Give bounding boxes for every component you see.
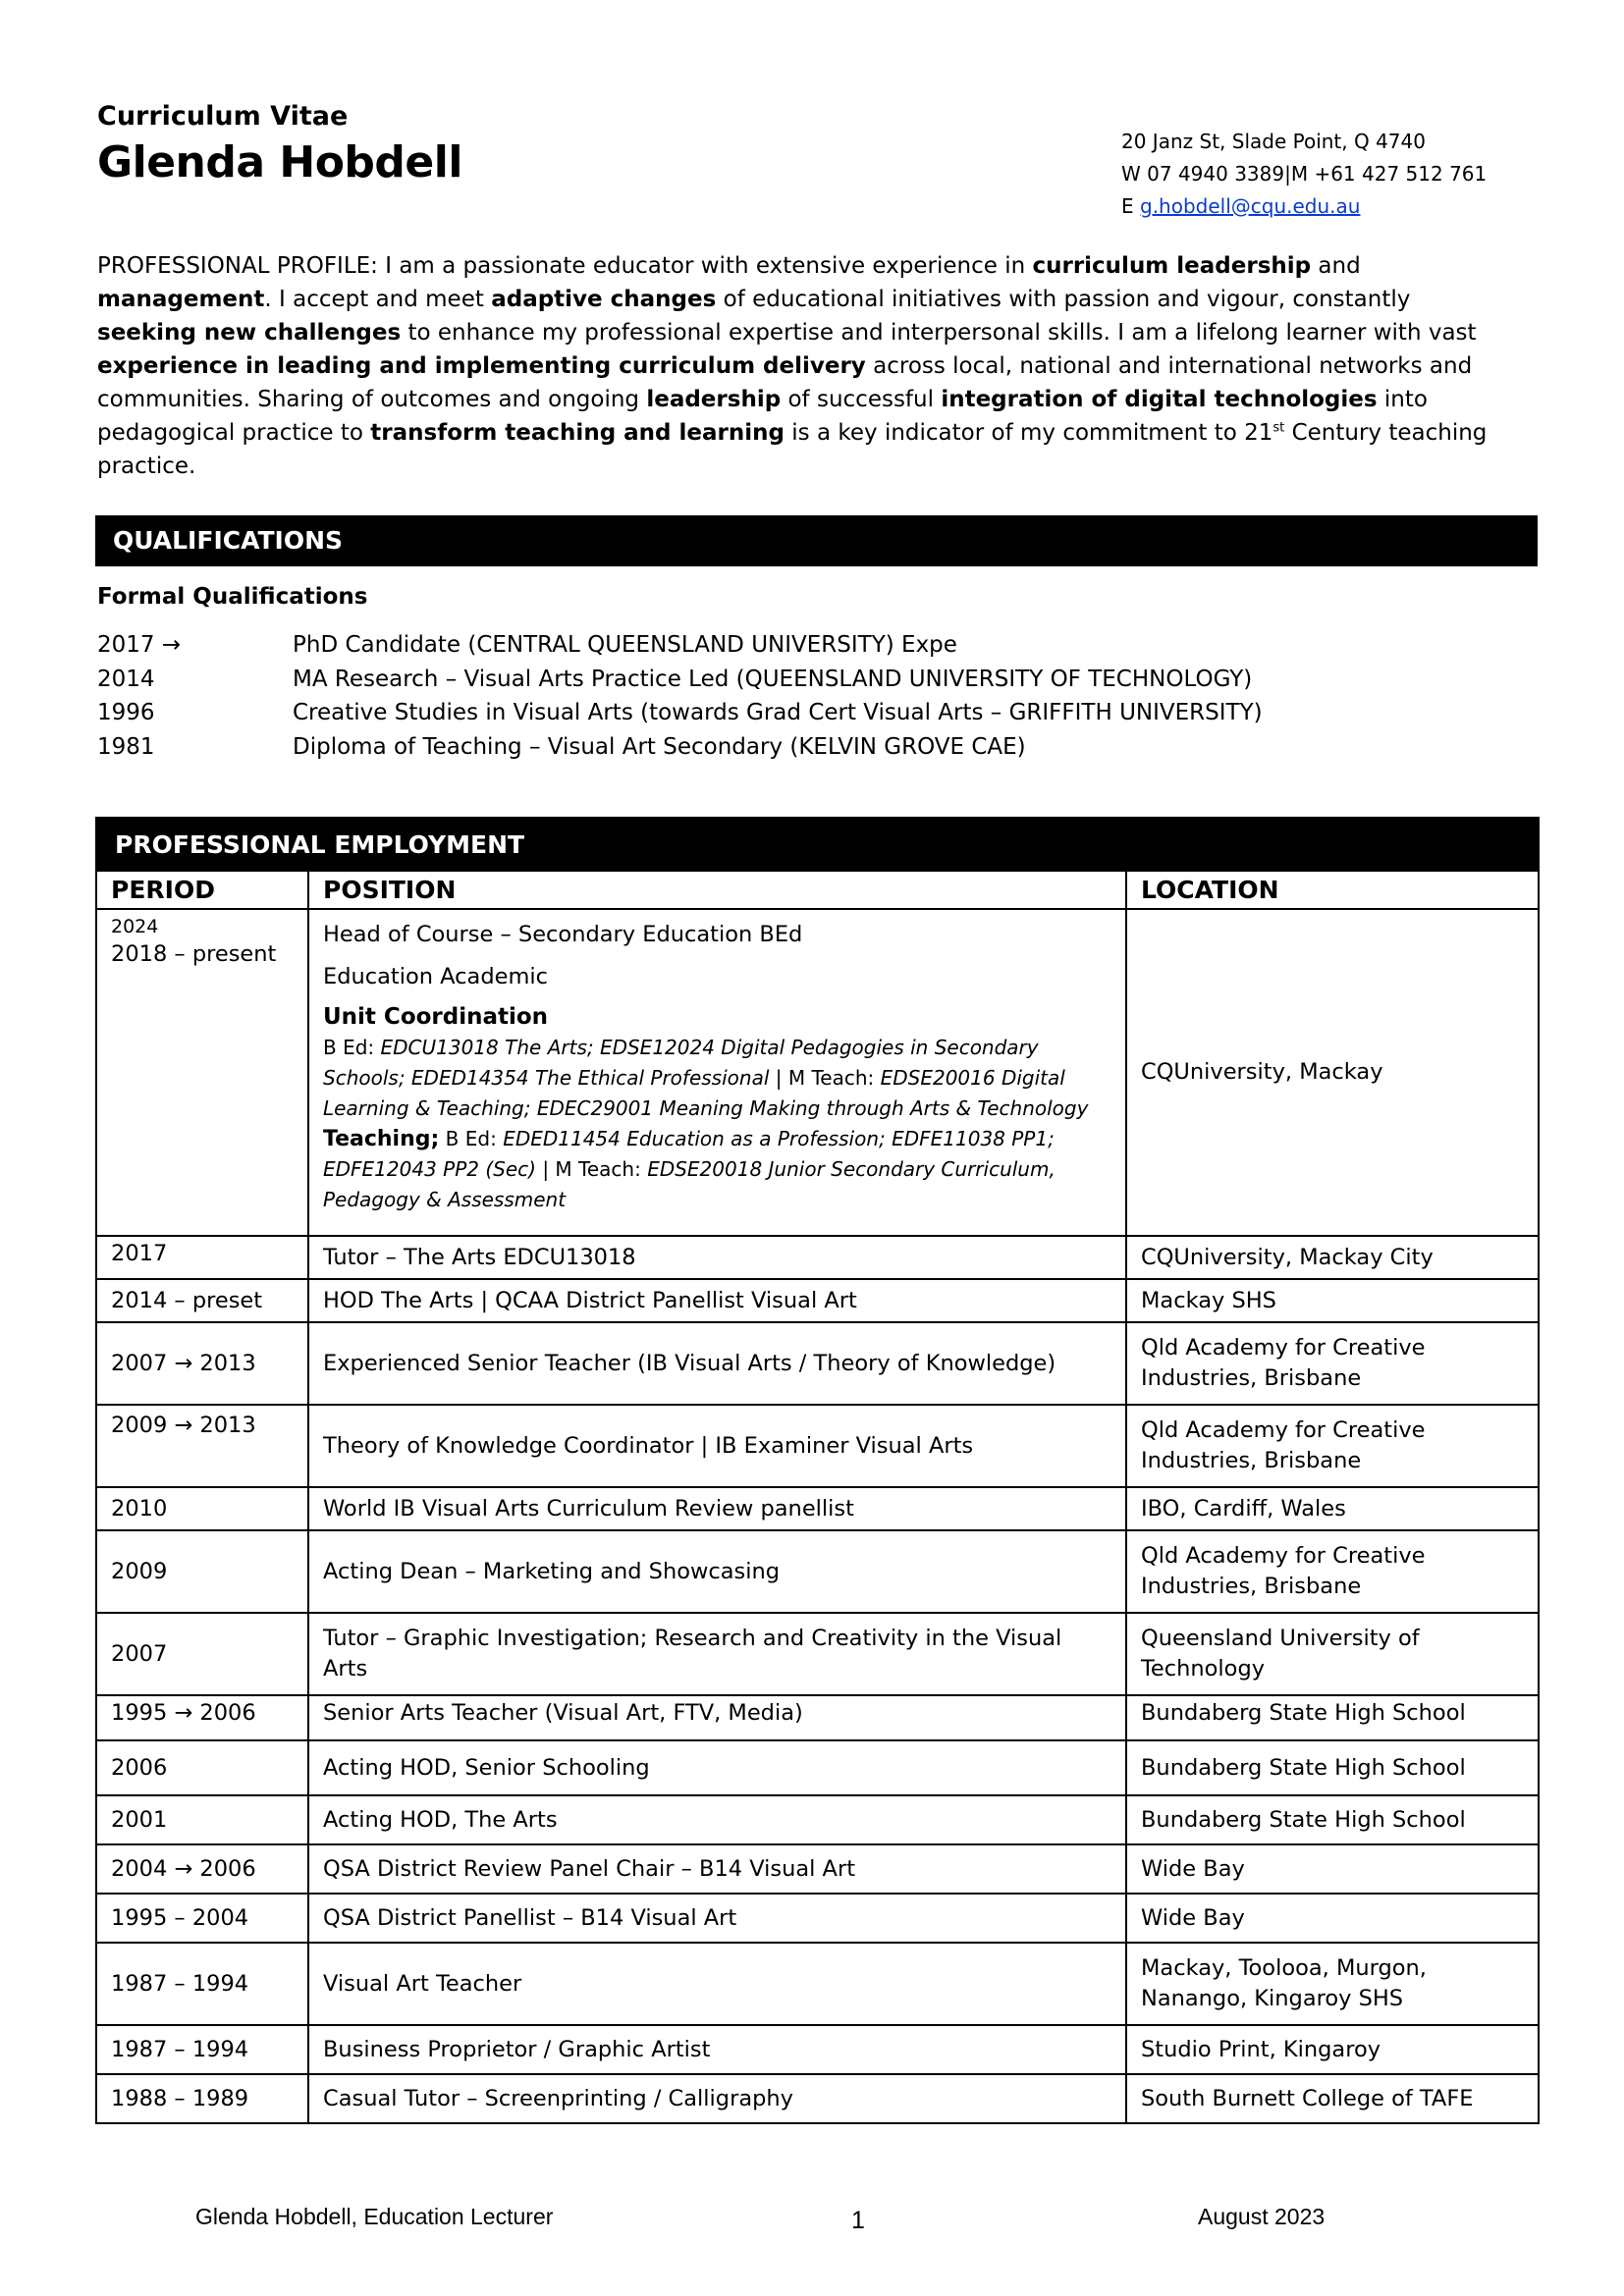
period-main: 2018 – present [111, 941, 277, 967]
unit-text: | M Teach: [769, 1066, 881, 1090]
position-cell: Experienced Senior Teacher (IB Visual Arts / Theory of Knowledge) [308, 1322, 1126, 1405]
period-cell: 1987 – 1994 [96, 2025, 308, 2074]
column-header-position: POSITION [308, 871, 1126, 909]
profile-text: . I accept and meet [264, 287, 492, 312]
location-cell: Bundaberg State High School [1126, 1695, 1539, 1740]
profile-emphasis: seeking new challenges [97, 320, 402, 346]
period-sub: 2024 [111, 916, 159, 937]
email-prefix: E [1121, 194, 1140, 218]
period-cell: 2007 [96, 1613, 308, 1695]
period-cell: 2004 → 2006 [96, 1844, 308, 1894]
profile-emphasis: transform teaching and learning [370, 420, 785, 446]
table-row [96, 1695, 1539, 1740]
table-row [96, 1740, 1539, 1795]
position-cell: Senior Arts Teacher (Visual Art, FTV, Media) [308, 1695, 1126, 1740]
period-cell: 2017 [96, 1236, 308, 1279]
qualification-desc: MA Research – Visual Arts Practice Led (QUEENSLAND UNIVERSITY OF TECHNOLOGY) [293, 666, 1253, 692]
column-header-period: PERIOD [96, 871, 308, 909]
email-line [1121, 190, 1487, 223]
unit-codes: EDSE20016 Digital Learning & Teaching; EDEC29001 Meaning Making through Arts & Technology [323, 1066, 1089, 1120]
position-cell: Acting HOD, Senior Schooling [308, 1740, 1126, 1795]
location-cell: Wide Bay [1126, 1894, 1539, 1943]
profile-text: of successful [781, 387, 942, 412]
table-header-row [96, 871, 1539, 909]
qualification-item [97, 730, 1511, 765]
period-cell: 2006 [96, 1740, 308, 1795]
profile-text: into pedagogical practice to [97, 387, 1428, 446]
period-cell: 2001 [96, 1795, 308, 1844]
unit-text: B Ed: [323, 1036, 381, 1059]
period-cell: 1995 → 2006 [96, 1695, 308, 1740]
position-cell: Tutor – The Arts EDCU13018 [308, 1236, 1126, 1279]
period-cell: 2010 [96, 1487, 308, 1530]
position-title: Head of Course – Secondary Education BEd [323, 922, 803, 947]
formal-qualifications-title: Formal Qualifications [97, 584, 368, 610]
table-row [96, 1487, 1539, 1530]
qualification-item [97, 628, 1511, 663]
period-cell: 2007 → 2013 [96, 1322, 308, 1405]
position-cell: Business Proprietor / Graphic Artist [308, 2025, 1126, 2074]
profile-text: and [1311, 253, 1361, 279]
table-row [96, 1279, 1539, 1322]
contact-block [1121, 126, 1487, 223]
address: 20 Janz St, Slade Point, Q 4740 [1121, 130, 1426, 153]
person-name: Glenda Hobdell [97, 137, 462, 187]
teaching-label: Teaching; [323, 1127, 440, 1151]
profile-text: across local, national and international networks and communities. Sharing of outcomes and ongoing [97, 353, 1473, 412]
table-row [96, 1405, 1539, 1487]
position-cell: Tutor – Graphic Investigation; Research and Creativity in the Visual Arts [308, 1613, 1126, 1695]
location-cell: Bundaberg State High School [1126, 1740, 1539, 1795]
period-cell: 1988 – 1989 [96, 2074, 308, 2123]
location-cell: Queensland University of Technology [1126, 1613, 1539, 1695]
qualification-year: 1981 [97, 733, 155, 760]
table-row [96, 1943, 1539, 2025]
location-cell: CQUniversity, Mackay [1126, 909, 1539, 1236]
position-cell: QSA District Review Panel Chair – B14 Visual Art [308, 1844, 1126, 1894]
profile-emphasis: curriculum leadership [1032, 253, 1312, 279]
qualification-year: 2017 → [97, 632, 182, 658]
qualification-desc: Creative Studies in Visual Arts (towards Grad Cert Visual Arts – GRIFFITH UNIVERSITY) [293, 700, 1263, 725]
unit-text: | M Teach: [535, 1157, 648, 1181]
footer-author: Glenda Hobdell, Education Lecturer [195, 2204, 554, 2229]
footer-page-number: 1 [851, 2207, 865, 2234]
location-cell: Qld Academy for Creative Industries, Brisbane [1126, 1322, 1539, 1405]
table-row [96, 2025, 1539, 2074]
location-cell: Studio Print, Kingaroy [1126, 2025, 1539, 2074]
location-cell: Qld Academy for Creative Industries, Brisbane [1126, 1405, 1539, 1487]
position-cell: Casual Tutor – Screenprinting / Calligraphy [308, 2074, 1126, 2123]
footer-date: August 2023 [1198, 2204, 1326, 2229]
table-row [96, 1894, 1539, 1943]
position-cell [308, 909, 1126, 1236]
qualification-year: 1996 [97, 700, 155, 725]
period-cell: 2009 [96, 1530, 308, 1613]
unit-coordination-title: Unit Coordination [323, 1004, 549, 1030]
table-row [96, 1844, 1539, 1894]
location-cell: Wide Bay [1126, 1844, 1539, 1894]
position-cell: World IB Visual Arts Curriculum Review panellist [308, 1487, 1126, 1530]
unit-codes: EDCU13018 The Arts; EDSE12024 Digital Pedagogies in Secondary Schools; EDED14354 The Ethical Professional [323, 1036, 1039, 1090]
unit-codes: EDED11454 Education as a Profession; EDFE11038 PP1; EDFE12043 PP2 (Sec) [323, 1127, 1055, 1181]
location-cell: South Burnett College of TAFE [1126, 2074, 1539, 2123]
table-row [96, 1795, 1539, 1844]
profile-emphasis: management [97, 287, 265, 312]
professional-profile [97, 249, 1491, 483]
employment-heading: PROFESSIONAL EMPLOYMENT [96, 818, 1539, 871]
profile-emphasis: adaptive changes [491, 287, 717, 312]
period-cell: 1987 – 1994 [96, 1943, 308, 2025]
position-cell: Acting HOD, The Arts [308, 1795, 1126, 1844]
profile-text: to enhance my professional expertise and interpersonal skills. I am a lifelong learner with vast [401, 320, 1477, 346]
column-header-location: LOCATION [1126, 871, 1539, 909]
location-cell: Mackay, Toolooa, Murgon, Nanango, Kingaroy SHS [1126, 1943, 1539, 2025]
position-title: Education Academic [323, 964, 548, 989]
location-cell: IBO, Cardiff, Wales [1126, 1487, 1539, 1530]
qualifications-list [97, 628, 1511, 764]
period-cell: 2009 → 2013 [96, 1405, 308, 1487]
qualification-desc: PhD Candidate (CENTRAL QUEENSLAND UNIVERSITY) Expe [293, 632, 957, 658]
location-cell: Bundaberg State High School [1126, 1795, 1539, 1844]
phone: W 07 4940 3389|M +61 427 512 761 [1121, 162, 1488, 186]
profile-text: Century teaching practice. [97, 420, 1488, 479]
qualification-desc: Diploma of Teaching – Visual Art Secondary (KELVIN GROVE CAE) [293, 733, 1026, 760]
profile-text: PROFESSIONAL PROFILE: I am a passionate educator with extensive experience in [97, 253, 1033, 279]
employment-heading-row [96, 818, 1539, 871]
profile-emphasis: experience in leading and implementing curriculum delivery [97, 353, 866, 379]
table-row [96, 2074, 1539, 2123]
location-cell: CQUniversity, Mackay City [1126, 1236, 1539, 1279]
position-cell: Visual Art Teacher [308, 1943, 1126, 2025]
qualification-item [97, 696, 1511, 730]
unit-text: B Ed: [439, 1127, 504, 1150]
unit-codes: EDSE20018 Junior Secondary Curriculum, Pedagogy & Assessment [323, 1157, 1056, 1211]
location-cell: Mackay SHS [1126, 1279, 1539, 1322]
location-cell: Qld Academy for Creative Industries, Brisbane [1126, 1530, 1539, 1613]
position-cell: QSA District Panellist – B14 Visual Art [308, 1894, 1126, 1943]
profile-text: is a key indicator of my commitment to 21 [784, 420, 1273, 446]
period-cell: 1995 – 2004 [96, 1894, 308, 1943]
table-row [96, 1236, 1539, 1279]
ordinal-suffix: st [1272, 420, 1285, 436]
profile-text: of educational initiatives with passion and vigour, constantly [716, 287, 1411, 312]
table-row [96, 1530, 1539, 1613]
employment-table [95, 817, 1540, 2124]
table-row [96, 909, 1539, 1236]
email-link[interactable]: g.hobdell@cqu.edu.au [1140, 194, 1361, 218]
unit-list [323, 1033, 1111, 1215]
position-cell: HOD The Arts | QCAA District Panellist Visual Art [308, 1279, 1126, 1322]
position-cell: Acting Dean – Marketing and Showcasing [308, 1530, 1126, 1613]
table-row [96, 1322, 1539, 1405]
table-row [96, 1613, 1539, 1695]
profile-emphasis: leadership [646, 387, 782, 412]
qualification-item [97, 663, 1511, 697]
profile-emphasis: integration of digital technologies [941, 387, 1378, 412]
qualification-year: 2014 [97, 666, 155, 692]
qualifications-heading: QUALIFICATIONS [95, 515, 1538, 566]
period-cell: 2014 – preset [96, 1279, 308, 1322]
position-cell: Theory of Knowledge Coordinator | IB Examiner Visual Arts [308, 1405, 1126, 1487]
period-cell [96, 909, 308, 1236]
document-label: Curriculum Vitae [97, 101, 349, 132]
